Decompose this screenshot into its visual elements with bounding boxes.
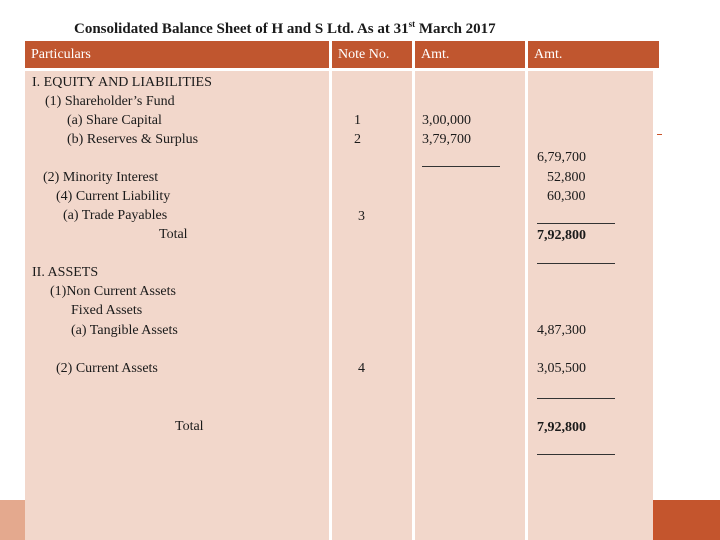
amount-shareholders-fund: 6,79,700	[537, 150, 586, 165]
page-title: Consolidated Balance Sheet of H and S Ltd. As at 31st March 2017	[74, 19, 496, 37]
share-capital-label: (a) Share Capital	[67, 113, 162, 128]
equity-liabilities-heading: I. EQUITY AND LIABILITIES	[32, 75, 212, 90]
total-rule	[537, 223, 615, 224]
non-current-assets-label: (1)Non Current Assets	[50, 284, 176, 299]
header-amount-2: Amt.	[528, 41, 659, 68]
amount-total-liabilities: 7,92,800	[537, 228, 586, 243]
amount-total-assets: 7,92,800	[537, 420, 586, 435]
balance-sheet-table	[25, 41, 653, 540]
total-rule	[537, 398, 615, 399]
amount-minority-interest: 52,800	[547, 170, 586, 185]
decorative-tick	[657, 134, 662, 135]
current-liability-label: (4) Current Liability	[56, 189, 171, 204]
amount-reserves: 3,79,700	[422, 132, 471, 147]
fixed-assets-label: Fixed Assets	[71, 303, 143, 318]
current-assets-label: (2) Current Assets	[56, 361, 158, 376]
header-amount-1: Amt.	[415, 41, 531, 68]
total-label: Total	[159, 227, 188, 242]
assets-heading: II. ASSETS	[32, 265, 99, 280]
amount-current-assets: 3,05,500	[537, 361, 586, 376]
note-current-assets: 4	[358, 361, 365, 376]
shareholders-fund-label: (1) Shareholder’s Fund	[45, 94, 175, 109]
minority-interest-label: (2) Minority Interest	[43, 170, 159, 185]
footer-band-accent-right	[655, 500, 720, 540]
amount-tangible-assets: 4,87,300	[537, 323, 586, 338]
total-label: Total	[175, 419, 204, 434]
note-share-capital: 1	[354, 113, 361, 128]
amount-trade-payables: 60,300	[547, 189, 586, 204]
note-trade-payables: 3	[358, 209, 365, 224]
column-divider	[329, 41, 332, 540]
total-rule	[537, 263, 615, 264]
subtotal-rule	[422, 166, 500, 167]
note-reserves: 2	[354, 132, 361, 147]
total-rule	[537, 454, 615, 455]
trade-payables-label: (a) Trade Payables	[63, 208, 168, 223]
header-note-no: Note No.	[332, 41, 418, 68]
amount-share-capital: 3,00,000	[422, 113, 471, 128]
reserves-surplus-label: (b) Reserves & Surplus	[67, 132, 199, 147]
column-divider	[412, 41, 415, 540]
column-divider	[525, 41, 528, 540]
footer-band-accent-left	[0, 500, 28, 540]
tangible-assets-label: (a) Tangible Assets	[71, 323, 178, 338]
header-particulars: Particulars	[25, 41, 338, 68]
header-divider	[25, 68, 653, 71]
